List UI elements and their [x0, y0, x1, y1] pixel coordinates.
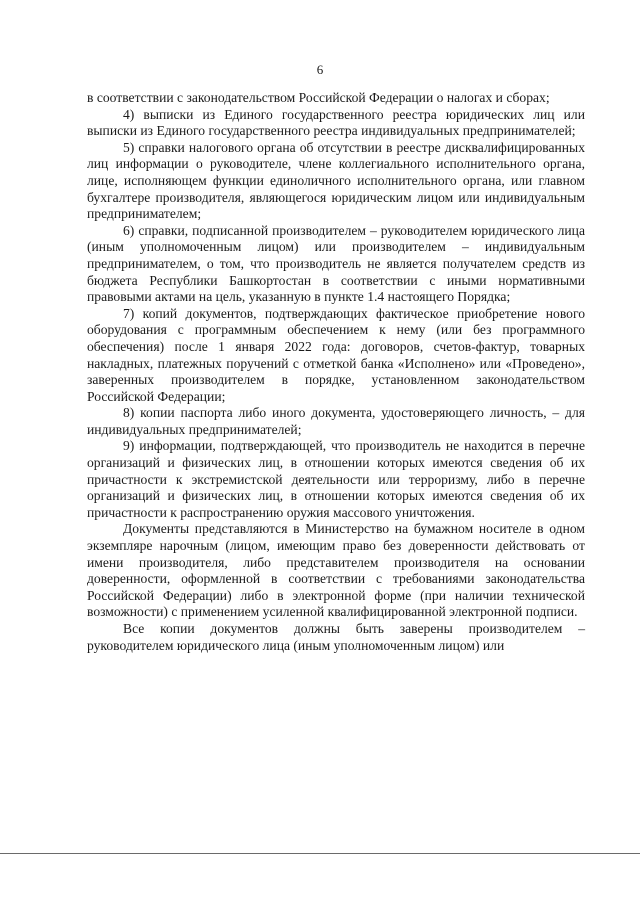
page-bottom-rule: [0, 853, 640, 854]
paragraph-continuation: в соответствии с законодательством Российской Федерации о налогах и сборах;: [87, 90, 550, 105]
paragraph-item-8: 8) копии паспорта либо иного документа, удостоверяющего личность, – для индивидуальных предпринимателей;: [87, 405, 585, 437]
paragraph-item-4: 4) выписки из Единого государственного реестра юридических лиц или выписки из Единого государственного реестра индивидуальных предпринимателей;: [87, 106, 585, 139]
document-body: [87, 90, 585, 654]
paragraph-item-7: 7) копий документов, подтверждающих фактическое приобретение нового оборудования с программным обеспечением к нему (или без программного обеспечения) после 1 января 2022 года: договоров, счетов-фактур, товарных накладных, платежных поручений с отметкой банка «Исполнено» или «Проведено», заверенных производителем в порядке, установленном законодательством Российской Федерации;: [87, 305, 585, 404]
paragraph-item-6: 6) справки, подписанной производителем – руководителем юридического лица (иным уполномоченным лицом) или производителем – индивидуальным предпринимателем, о том, что производитель не является получателем средств из бюджета Республики Башкортостан в соответствии с иными нормативными правовыми актами на цель, указанную в пункте 1.4 настоящего Порядка;: [87, 222, 585, 305]
page-number: 6: [316, 62, 324, 77]
paragraph-item-5: 5) справки налогового органа об отсутствии в реестре дисквалифицированных лиц информации о руководителе, члене коллегиального исполнительного органа, лице, исполняющем функции единоличного исполнительного органа, или главном бухгалтере производителя, являющегося юридическим лицом или индивидуальным предпринимателем;: [87, 139, 585, 222]
paragraph-submission: Документы представляются в Министерство на бумажном носителе в одном экземпляре нарочным (лицом, имеющим право без доверенности действовать от имени производителя, либо представителем производителя на основании доверенности, оформленной в соответствии с требованиями законодательства Российской Федерации) либо в электронной форме (при наличии технической возможности) с применением усиленной квалифицированной электронной подписи.: [87, 521, 585, 620]
paragraph-item-9: 9) информации, подтверждающей, что производитель не находится в перечне организаций и физических лиц, в отношении которых имеются сведения об их причастности к экстремистской деятельности или терроризму, либо в перечне организаций и физических лиц, в отношении которых имеются сведения об их причастности к распространению оружия массового уничтожения.: [87, 438, 585, 520]
paragraph-certification: Все копии документов должны быть заверены производителем – руководителем юридического лица (иным уполномоченным лицом) или: [87, 621, 585, 653]
